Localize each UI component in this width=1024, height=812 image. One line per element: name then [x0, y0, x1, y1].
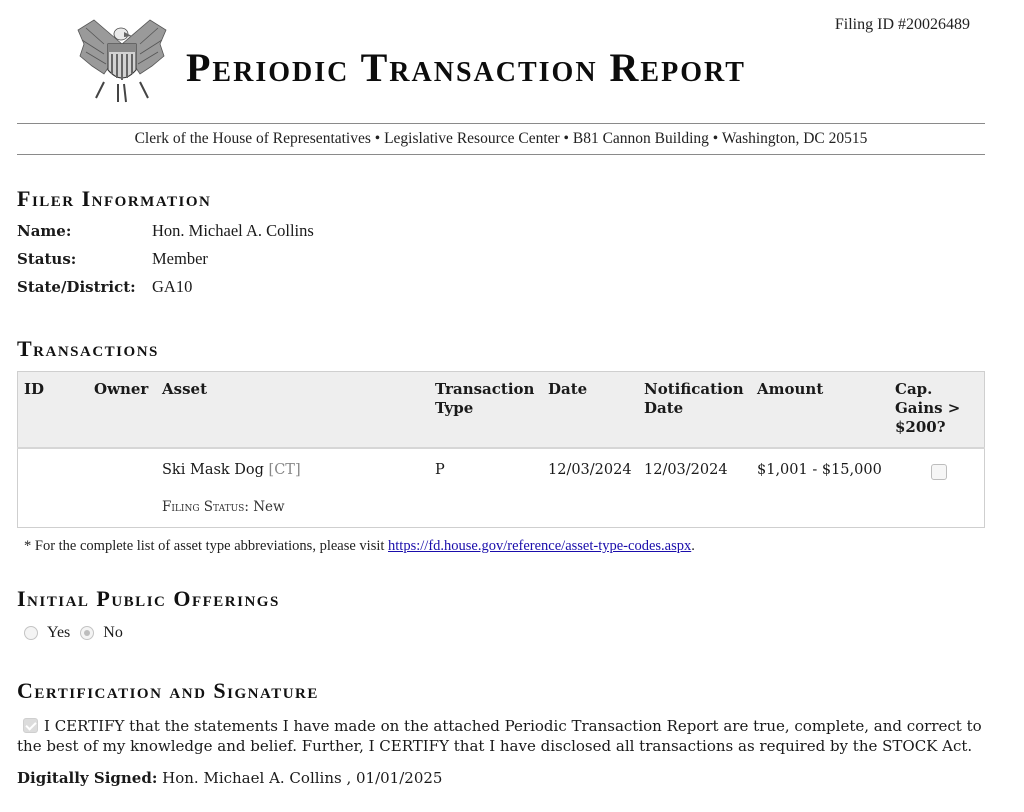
name-value: Hon. Michael A. Collins: [152, 221, 314, 240]
transactions-table: [17, 371, 985, 528]
ipo-heading: Initial Public Offerings: [17, 586, 280, 611]
name-label: Name:: [17, 222, 72, 240]
footnote-suffix: .: [691, 538, 695, 554]
table-header-row: [18, 372, 985, 449]
status-value: Member: [152, 249, 208, 268]
cell-date: 12/03/2024: [548, 462, 632, 478]
ipo-yes-label: Yes: [47, 624, 71, 641]
col-notification-date: Notification Date: [638, 372, 751, 449]
ipo-no-radio[interactable]: [80, 626, 94, 640]
cap-gains-checkbox[interactable]: [931, 464, 947, 480]
signed-value: Hon. Michael A. Collins , 01/01/2025: [162, 769, 443, 787]
eagle-seal-icon: [74, 14, 170, 106]
cell-cap-gains: [889, 448, 985, 528]
cell-asset: [156, 448, 429, 528]
table-row: [18, 448, 985, 528]
col-id: ID: [18, 372, 89, 449]
transactions-heading: Transactions: [17, 336, 159, 361]
status-label: Status:: [17, 250, 77, 268]
ipo-radio-group: [24, 624, 133, 642]
col-transaction-type: Transaction Type: [429, 372, 542, 449]
certify-checkbox[interactable]: [23, 718, 38, 733]
footnote-text: * For the complete list of asset type abbreviations, please visit: [24, 538, 389, 554]
cell-amount: $1,001 - $15,000: [757, 462, 882, 478]
certification-statement: [17, 716, 992, 756]
col-date: Date: [542, 372, 638, 449]
cell-id: [18, 448, 89, 528]
certification-heading: Certification and Signature: [17, 678, 319, 703]
signed-label: Digitally Signed:: [17, 769, 158, 787]
cell-notification-date: 12/03/2024: [644, 462, 728, 478]
digital-signature: [17, 769, 442, 787]
col-amount: Amount: [751, 372, 889, 449]
asset-type-footnote: [24, 538, 695, 555]
ipo-no-label: No: [103, 624, 123, 641]
state-district-label: State/District:: [17, 278, 136, 296]
cell-transaction-type: P: [435, 462, 445, 478]
col-cap-gains: Cap. Gains > $200?: [889, 372, 985, 449]
asset-type-code: [CT]: [268, 462, 301, 478]
report-header: [0, 0, 1024, 120]
filing-status-value: New: [253, 499, 285, 515]
col-asset: Asset: [156, 372, 429, 449]
state-district-value: GA10: [152, 277, 193, 296]
filing-id: Filing ID #20026489: [834, 16, 970, 33]
clerk-address: Clerk of the House of Representatives • Legislative Resource Center • B81 Cannon Building • Washington, DC 20515: [17, 123, 985, 155]
filing-status: [162, 498, 423, 517]
asset-name: Ski Mask Dog: [162, 462, 264, 478]
report-title: Periodic Transaction Report: [186, 45, 746, 90]
filing-status-label: Filing Status:: [162, 499, 249, 515]
ipo-yes-radio[interactable]: [24, 626, 38, 640]
col-owner: Owner: [88, 372, 156, 449]
filer-information-heading: Filer Information: [17, 186, 212, 211]
cell-owner: [88, 448, 156, 528]
asset-type-codes-link[interactable]: https://fd.house.gov/reference/asset-type-codes.aspx: [388, 538, 692, 554]
certification-text: I CERTIFY that the statements I have made on the attached Periodic Transaction Report are true, complete, and correct to the best of my knowledge and belief. Further, I CERTIFY that I have disclosed all transactions as required by the STOCK Act.: [17, 717, 982, 755]
